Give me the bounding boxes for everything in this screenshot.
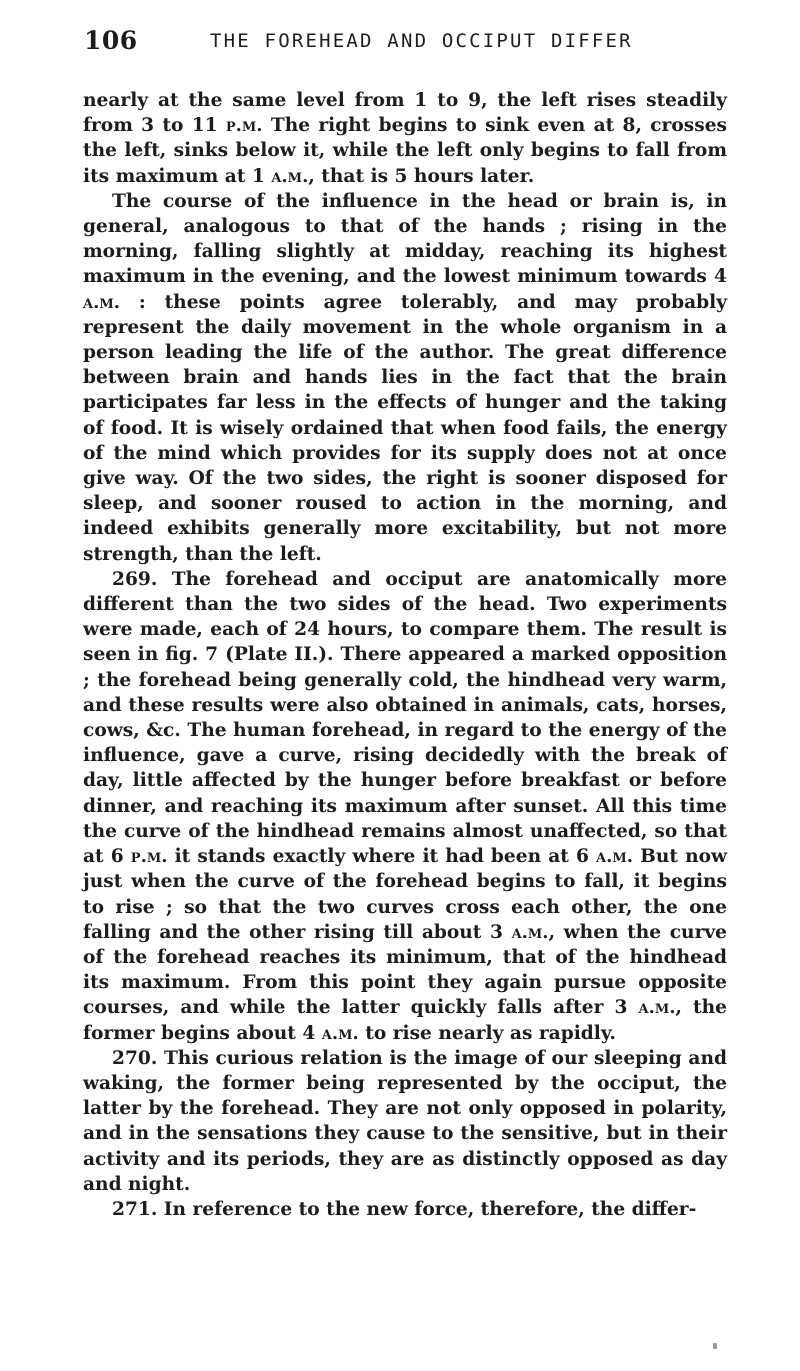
text-segment: 269. The forehead and occiput are anatomically more different than the two sides of the head. Two experiments were made, each of 24 hours, to compare them. The result is seen in fig. 7 (Plate II.). There appeared a marked opposition ; the forehead being generally cold, the hindhead very warm, and these results were also obtained in animals, cats, horses, cows, &c. The human forehead, in regard to the energy of the influence, gave a curve, rising decidedly with the break of day, little affected by the hunger before breakfast or before dinner, and reaching its maximum after sunset. All this time the curve of the hindhead remains almost unaffected, so that at 6 [83,568,727,868]
paragraph-continuation [83,88,727,189]
body-text [83,88,727,1222]
text-segment: The right begins to sink even at 8, crosses the left, sinks below it, while the left only begins to fall from its maximum at 1 [83,115,727,187]
paragraph-271 [83,1197,727,1222]
text-segment: it stands exactly where it had been at 6 [167,846,597,868]
text-segment: : these points agree tolerably, and may probably represent the daily movement in the whole organism in a person leading the life of the author. The great difference between brain and hands lies in the fact that the brain participates far less in the effects of hunger and the taking of food. It is wisely ordained that when food fails, the energy of the mind which provides for its supply does not at once give way. Of the two sides, the right is sooner disposed for sleep, and sooner roused to action in the morning, and indeed exhibits generally more excitability, but not more strength, than the left. [83,291,727,565]
text-segment: to rise nearly as rapidly. [358,1022,617,1044]
time-abbrev: p.m. [130,846,168,868]
text-segment: , the former begins about 4 [83,997,727,1044]
running-head [84,26,724,58]
text-segment: , when the curve of the forehead reaches its minimum, that of the hindhead its maximum. From this point they again pursue opposite courses, and while the latter quickly falls after 3 [83,921,727,1019]
text-segment: , that is 5 hours later. [308,165,535,187]
time-abbrev: a.m. [638,997,676,1019]
time-abbrev: a.m. [511,921,549,943]
page-number: 106 [84,26,138,55]
text-segment: 271. In reference to the new force, therefore, the differ- [112,1198,697,1220]
time-abbrev: a.m. [321,1022,359,1044]
time-abbrev: p.m. [225,115,263,137]
time-abbrev: a.m. [271,165,309,187]
paragraph-270 [83,1046,727,1197]
running-title: THE FOREHEAD AND OCCIPUT DIFFER [210,30,633,52]
text-segment: nearly at the same level from 1 to 9, the left rises steadily from 3 to 11 [83,90,727,137]
text-segment: The course of the influence in the head or brain is, in general, analogous to that of the hands ; rising in the morning, falling slightly at midday, reaching its highest maximum in the evening, and the lowest minimum towards 4 [83,190,727,288]
time-abbrev: a.m. [596,846,634,868]
paragraph-269 [83,567,727,1046]
ink-speck [713,1343,717,1349]
text-segment: 270. This curious relation is the image of our sleeping and waking, the former being represented by the occiput, the latter by the forehead. They are not only opposed in polarity, and in the sensations they cause to the sensitive, but in their activity and its periods, they are as distinctly opposed as day and night. [83,1047,727,1195]
paragraph-course-of-influence [83,189,727,567]
text-segment: But now just when the curve of the forehead begins to fall, it begins to rise ; so that the two curves cross each other, the one falling and the other rising till about 3 [83,846,727,943]
time-abbrev: a.m. [83,291,121,313]
